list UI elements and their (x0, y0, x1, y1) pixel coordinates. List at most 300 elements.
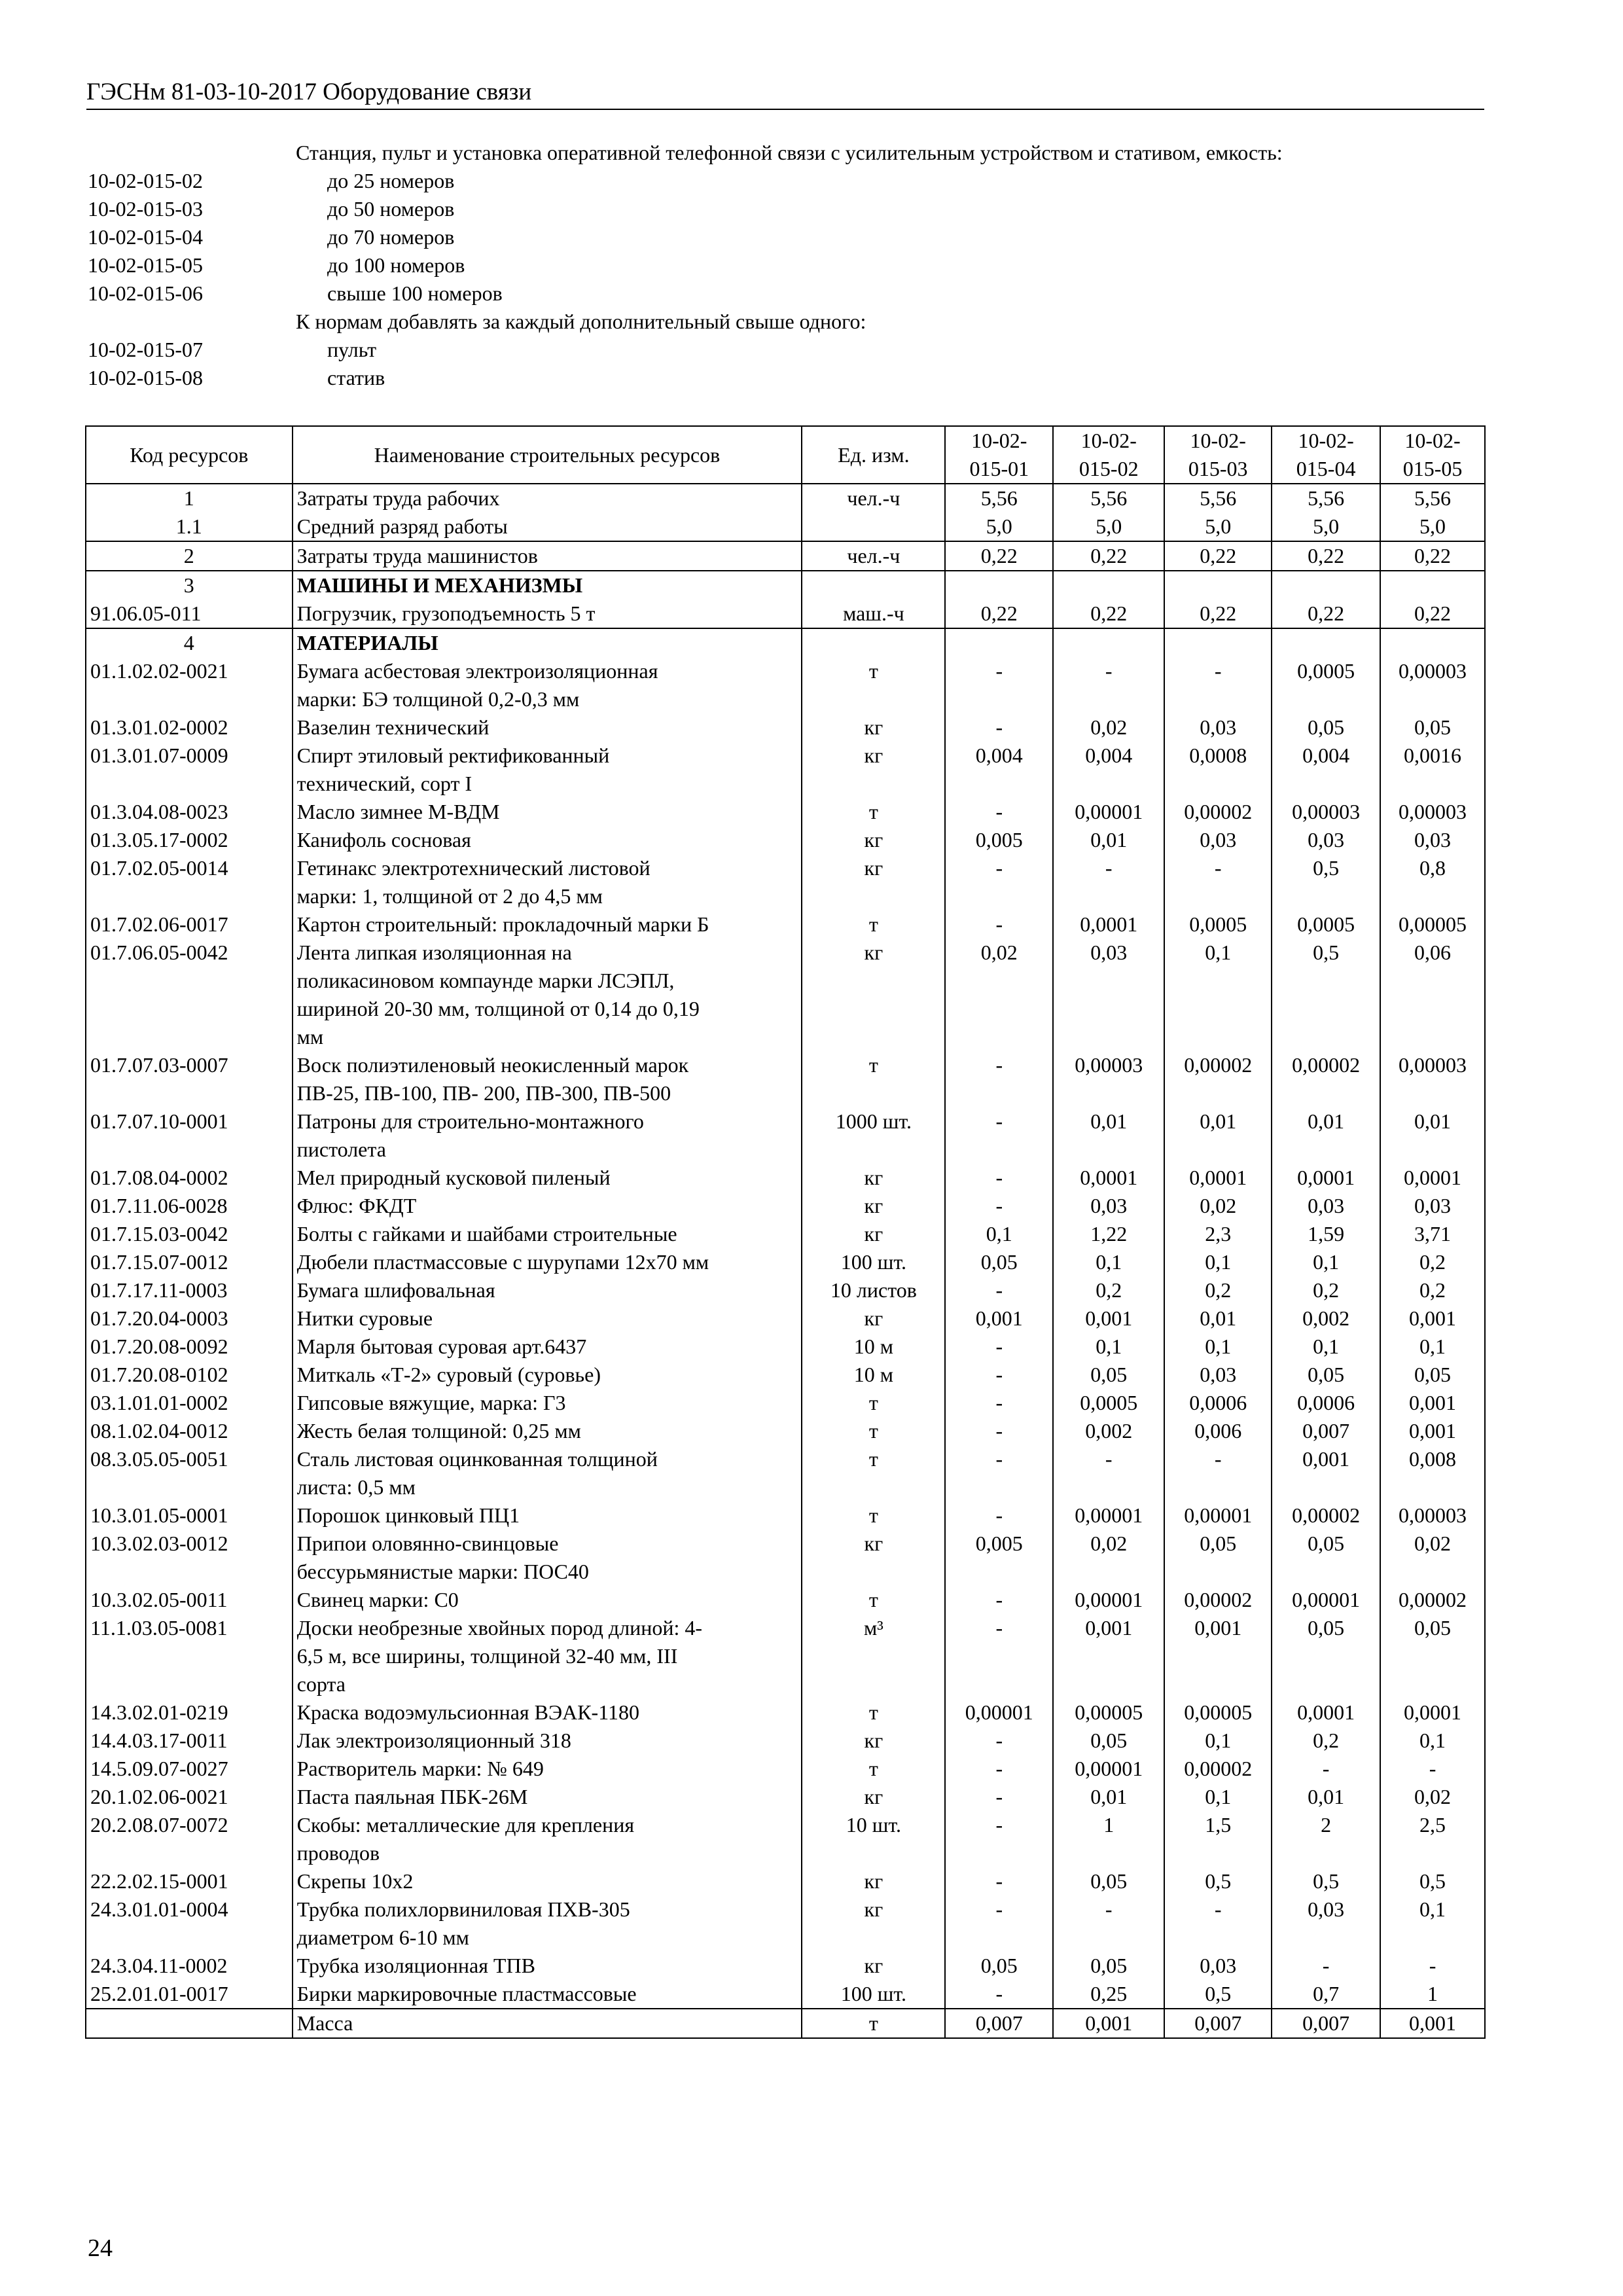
norm-value-5: 1 (1380, 1980, 1485, 2009)
table-row (86, 1051, 1485, 1107)
norm-value-2: 0,0001 (1053, 910, 1164, 939)
norm-value-1: - (945, 1276, 1053, 1304)
resource-name-line: Погрузчик, грузоподъемность 5 т (296, 601, 596, 625)
norm-name: до 100 номеров (327, 253, 465, 277)
norm-value-5: 2,5 (1380, 1811, 1485, 1867)
resource-name-line: Бумага шлифовальная (296, 1278, 495, 1302)
resource-name (293, 1980, 802, 2009)
resource-name-line: Краска водоэмульсионная ВЭАК-1180 (296, 1700, 640, 1724)
resource-code: 24.3.04.11-0002 (86, 1952, 293, 1980)
norm-value-1: - (945, 1755, 1053, 1783)
resource-name (293, 1220, 802, 1248)
norm-value-3: 0,1 (1164, 1783, 1272, 1811)
resource-name (293, 1304, 802, 1333)
table-row (86, 1783, 1485, 1811)
resource-name-line: Вазелин технический (296, 715, 490, 739)
resource-name-line: Паста паяльная ПБК-26М (296, 1785, 528, 1808)
norm-value-2: 0,00001 (1053, 798, 1164, 826)
resource-code: 10.3.01.05-0001 (86, 1501, 293, 1530)
norm-value-2 (1053, 628, 1164, 657)
norm-list-item (88, 195, 1488, 223)
table-row (86, 798, 1485, 826)
resource-name-line: Лак электроизоляционный 318 (296, 1729, 571, 1752)
column-header-code: Код ресурсов (86, 426, 293, 484)
norm-value-3: 0,00002 (1164, 798, 1272, 826)
table-row (86, 541, 1485, 571)
norm-value-3: 0,00002 (1164, 1051, 1272, 1107)
table-row (86, 939, 1485, 1051)
norm-value-2: 0,22 (1053, 600, 1164, 628)
norm-value-5: 0,0001 (1380, 1164, 1485, 1192)
norm-value-3: 0,03 (1164, 826, 1272, 854)
norm-value-5: 0,02 (1380, 1783, 1485, 1811)
norm-value-5: 0,0016 (1380, 742, 1485, 798)
norm-value-3: 0,00001 (1164, 1501, 1272, 1530)
norm-value-5: 0,1 (1380, 1333, 1485, 1361)
norm-value-5: 0,00003 (1380, 657, 1485, 713)
norm-value-3: 0,5 (1164, 1867, 1272, 1895)
norm-value-4: 0,03 (1272, 826, 1380, 854)
resource-name-line: Флюс: ФКДТ (296, 1194, 417, 1217)
resource-name (293, 1727, 802, 1755)
resource-name-line: Масло зимнее М-ВДМ (296, 800, 500, 823)
norm-description (88, 139, 1488, 392)
resource-code: 03.1.01.01-0002 (86, 1389, 293, 1417)
norm-value-3: 0,0006 (1164, 1389, 1272, 1417)
resource-name-line: поликасиновом компаунде марки ЛСЭПЛ, (296, 969, 675, 992)
norm-value-1: - (945, 854, 1053, 910)
column-header-norm-4: 10-02- 015-04 (1272, 426, 1380, 484)
resource-unit: м³ (802, 1614, 945, 1698)
norm-name: до 25 номеров (327, 169, 455, 192)
norm-value-1: 0,05 (945, 1952, 1053, 1980)
table-row (86, 1501, 1485, 1530)
column-header-norm-3: 10-02- 015-03 (1164, 426, 1272, 484)
norm-code: 10-02-015-05 (88, 253, 203, 277)
norm-value-4 (1272, 571, 1380, 600)
resource-name (293, 742, 802, 798)
norm-value-3 (1164, 628, 1272, 657)
norm-value-2: 0,004 (1053, 742, 1164, 798)
norm-value-3: - (1164, 657, 1272, 713)
resource-name-line: марки: 1, толщиной от 2 до 4,5 мм (296, 884, 603, 908)
table-row (86, 1867, 1485, 1895)
norm-value-4: 0,01 (1272, 1107, 1380, 1164)
resource-name-line: Скрепы 10х2 (296, 1869, 414, 1893)
norm-value-4: 0,00002 (1272, 1501, 1380, 1530)
resource-code: 22.2.02.15-0001 (86, 1867, 293, 1895)
norm-value-1: - (945, 1107, 1053, 1164)
norm-value-4: - (1272, 1755, 1380, 1783)
norm-value-1: - (945, 1445, 1053, 1501)
norm-value-1: 0,00001 (945, 1698, 1053, 1727)
norm-value-5: 0,1 (1380, 1895, 1485, 1952)
norm-value-3: - (1164, 1895, 1272, 1952)
norm-name: статив (327, 366, 385, 389)
norm-value-2: 0,05 (1053, 1727, 1164, 1755)
norm-value-1: 0,1 (945, 1220, 1053, 1248)
resource-unit: кг (802, 1727, 945, 1755)
norm-value-4: 0,05 (1272, 713, 1380, 742)
resource-name-line: Патроны для строительно-монтажного (296, 1109, 644, 1133)
resource-unit: кг (802, 1867, 945, 1895)
norm-code: 10-02-015-07 (88, 338, 203, 361)
resource-name (293, 1107, 802, 1164)
norm-value-1: - (945, 1051, 1053, 1107)
table-row (86, 1586, 1485, 1614)
norm-value-3: 0,00002 (1164, 1586, 1272, 1614)
norm-value-5: - (1380, 1755, 1485, 1783)
table-row (86, 1248, 1485, 1276)
norm-value-3: 0,007 (1164, 2009, 1272, 2038)
resource-name (293, 1051, 802, 1107)
norm-list-item (88, 279, 1488, 308)
norm-value-3: 0,2 (1164, 1276, 1272, 1304)
table-row (86, 657, 1485, 713)
norm-value-3: 0,0005 (1164, 910, 1272, 939)
resource-unit: т (802, 798, 945, 826)
resource-code: 14.3.02.01-0219 (86, 1698, 293, 1727)
resource-name-line: Трубка полихлорвиниловая ПХВ-305 (296, 1897, 630, 1921)
norm-value-5: 0,02 (1380, 1530, 1485, 1586)
table-row (86, 1755, 1485, 1783)
resource-name (293, 1698, 802, 1727)
norm-value-4: 0,007 (1272, 2009, 1380, 2038)
resource-name (293, 1333, 802, 1361)
norm-value-2: 1,22 (1053, 1220, 1164, 1248)
norm-value-5: 5,56 (1380, 484, 1485, 512)
resource-unit (802, 512, 945, 541)
norm-value-3: 5,56 (1164, 484, 1272, 512)
table-header-row (86, 426, 1485, 484)
table-row (86, 1164, 1485, 1192)
norm-value-1: 0,004 (945, 742, 1053, 798)
resource-name-line: Масса (296, 2011, 353, 2035)
norm-value-2: 0,2 (1053, 1276, 1164, 1304)
resource-unit: 100 шт. (802, 1248, 945, 1276)
norm-value-3: 0,1 (1164, 1248, 1272, 1276)
resource-unit: т (802, 1698, 945, 1727)
norm-value-1: - (945, 910, 1053, 939)
norm-value-3: 0,03 (1164, 1361, 1272, 1389)
norm-value-2: 0,03 (1053, 1192, 1164, 1220)
norm-value-4: 0,1 (1272, 1248, 1380, 1276)
norm-value-3: 0,5 (1164, 1980, 1272, 2009)
resource-name-line: сорта (296, 1672, 346, 1696)
norm-value-1: - (945, 1867, 1053, 1895)
norm-value-5: 0,00002 (1380, 1586, 1485, 1614)
norm-value-1: - (945, 713, 1053, 742)
norm-value-4: 5,56 (1272, 484, 1380, 512)
table-row (86, 1417, 1485, 1445)
resource-name (293, 798, 802, 826)
resource-code: 3 (86, 571, 293, 600)
resource-name-line: проводов (296, 1841, 380, 1865)
norm-name: свыше 100 номеров (327, 281, 503, 305)
resource-code: 1.1 (86, 512, 293, 541)
norm-value-5: 0,05 (1380, 1361, 1485, 1389)
resource-code: 14.5.09.07-0027 (86, 1755, 293, 1783)
resource-name-line: Затраты труда машинистов (296, 544, 538, 567)
norm-list-item (88, 167, 1488, 195)
norm-value-1: - (945, 1895, 1053, 1952)
resource-unit: кг (802, 1895, 945, 1952)
resource-code: 20.1.02.06-0021 (86, 1783, 293, 1811)
resource-code: 10.3.02.03-0012 (86, 1530, 293, 1586)
resource-unit: т (802, 1755, 945, 1783)
table-row (86, 1220, 1485, 1248)
norm-value-4: 0,0005 (1272, 657, 1380, 713)
resource-name-line: Спирт этиловый ректификованный (296, 744, 610, 767)
norm-value-2: 0,02 (1053, 713, 1164, 742)
addition-heading: К нормам добавлять за каждый дополнительный свыше одного: (296, 310, 866, 333)
page-number: 24 (88, 2234, 113, 2262)
norm-value-5: 0,8 (1380, 854, 1485, 910)
norm-value-2: 0,01 (1053, 1107, 1164, 1164)
resource-name-line: Гетинакс электротехнический листовой (296, 856, 651, 880)
norm-value-5: 5,0 (1380, 512, 1485, 541)
table-row (86, 1304, 1485, 1333)
norm-value-5: 0,5 (1380, 1867, 1485, 1895)
norm-value-1: - (945, 1192, 1053, 1220)
norm-value-3: 5,0 (1164, 512, 1272, 541)
table-row (86, 1530, 1485, 1586)
norm-value-5: - (1380, 1952, 1485, 1980)
resource-name (293, 1276, 802, 1304)
resource-name-line: МАТЕРИАЛЫ (296, 631, 438, 655)
resource-name-line: Гипсовые вяжущие, марка: Г3 (296, 1391, 566, 1414)
norm-value-5: 0,2 (1380, 1276, 1485, 1304)
table-row (86, 1192, 1485, 1220)
resource-code: 01.7.11.06-0028 (86, 1192, 293, 1220)
norm-value-3: 0,1 (1164, 1727, 1272, 1755)
norm-value-3: - (1164, 854, 1272, 910)
norm-value-5: 3,71 (1380, 1220, 1485, 1248)
norm-list-item (88, 364, 1488, 392)
resource-unit: 10 шт. (802, 1811, 945, 1867)
norm-value-4: 0,007 (1272, 1417, 1380, 1445)
norm-value-4: 5,0 (1272, 512, 1380, 541)
norm-value-5: 0,001 (1380, 1389, 1485, 1417)
resource-name (293, 1445, 802, 1501)
table-row (86, 854, 1485, 910)
norm-value-2: 0,002 (1053, 1417, 1164, 1445)
resource-code (86, 2009, 293, 2038)
norm-value-4: 2 (1272, 1811, 1380, 1867)
norm-value-5: 0,0001 (1380, 1698, 1485, 1727)
resource-name (293, 939, 802, 1051)
table-row (86, 826, 1485, 854)
resource-code: 91.06.05-011 (86, 600, 293, 628)
norm-value-3: 0,05 (1164, 1530, 1272, 1586)
resource-unit: т (802, 910, 945, 939)
norm-value-5: 0,05 (1380, 1614, 1485, 1698)
norm-name: до 70 номеров (327, 225, 455, 249)
norm-value-1 (945, 628, 1053, 657)
norm-value-2: 0,01 (1053, 826, 1164, 854)
norm-value-2: 0,1 (1053, 1248, 1164, 1276)
norm-value-1: - (945, 1389, 1053, 1417)
norm-value-1: 0,02 (945, 939, 1053, 1051)
table-row (86, 1727, 1485, 1755)
column-header-norm-5: 10-02- 015-05 (1380, 426, 1485, 484)
norm-value-2: 0,00001 (1053, 1501, 1164, 1530)
norm-name: до 50 номеров (327, 197, 455, 221)
resource-name (293, 1248, 802, 1276)
resource-unit: т (802, 1586, 945, 1614)
norm-value-2: - (1053, 1445, 1164, 1501)
resource-name-line: Затраты труда рабочих (296, 486, 500, 510)
norm-value-4: 0,2 (1272, 1727, 1380, 1755)
resource-name (293, 1361, 802, 1389)
resource-name (293, 1895, 802, 1952)
resource-name-line: Мел природный кусковой пиленый (296, 1166, 611, 1189)
resource-unit: кг (802, 826, 945, 854)
resource-name-line: Сталь листовая оцинкованная толщиной (296, 1447, 658, 1471)
resource-code: 01.3.04.08-0023 (86, 798, 293, 826)
resource-name-line: листа: 0,5 мм (296, 1475, 416, 1499)
resource-name (293, 1867, 802, 1895)
resource-norms-table (85, 425, 1486, 2039)
norm-value-5: 0,06 (1380, 939, 1485, 1051)
resource-name (293, 628, 802, 657)
norm-value-4: 0,5 (1272, 1867, 1380, 1895)
resource-unit: 100 шт. (802, 1980, 945, 2009)
table-row (86, 512, 1485, 541)
resource-name-line: мм (296, 1025, 324, 1049)
resource-code: 01.7.17.11-0003 (86, 1276, 293, 1304)
norm-value-4: 0,002 (1272, 1304, 1380, 1333)
norm-code: 10-02-015-04 (88, 225, 203, 249)
resource-name-line: диаметром 6-10 мм (296, 1926, 469, 1949)
norm-value-4: 0,001 (1272, 1445, 1380, 1501)
norm-value-2: 0,01 (1053, 1783, 1164, 1811)
resource-code: 01.7.15.03-0042 (86, 1220, 293, 1248)
resource-name-line: Лента липкая изоляционная на (296, 941, 572, 964)
resource-unit: 10 листов (802, 1276, 945, 1304)
norm-value-2: 0,001 (1053, 1304, 1164, 1333)
resource-code: 25.2.01.01-0017 (86, 1980, 293, 2009)
resource-unit: кг (802, 742, 945, 798)
resource-name (293, 571, 802, 600)
norm-value-5: 0,2 (1380, 1248, 1485, 1276)
description-heading-line (88, 139, 1488, 167)
norm-value-2: 0,00001 (1053, 1755, 1164, 1783)
norm-value-5: 0,22 (1380, 600, 1485, 628)
norm-value-2: 0,0001 (1053, 1164, 1164, 1192)
norm-code: 10-02-015-06 (88, 281, 203, 305)
resource-code: 01.7.06.05-0042 (86, 939, 293, 1051)
norm-value-5: 0,001 (1380, 1417, 1485, 1445)
norm-value-4: 0,05 (1272, 1361, 1380, 1389)
norm-value-2: 0,05 (1053, 1867, 1164, 1895)
norm-value-3: 0,0001 (1164, 1164, 1272, 1192)
table-row (86, 742, 1485, 798)
resource-unit: кг (802, 939, 945, 1051)
resource-code: 08.3.05.05-0051 (86, 1445, 293, 1501)
resource-name (293, 1586, 802, 1614)
norm-value-4: 0,05 (1272, 1530, 1380, 1586)
norm-value-3: 0,02 (1164, 1192, 1272, 1220)
table-row (86, 1361, 1485, 1389)
resource-unit: кг (802, 1164, 945, 1192)
norm-value-3: 0,01 (1164, 1107, 1272, 1164)
norm-value-3: 0,1 (1164, 1333, 1272, 1361)
resource-code: 08.1.02.04-0012 (86, 1417, 293, 1445)
resource-unit: кг (802, 1952, 945, 1980)
resource-unit: чел.-ч (802, 541, 945, 571)
norm-value-3: 0,03 (1164, 713, 1272, 742)
norm-list-item (88, 251, 1488, 279)
norm-value-2: 0,1 (1053, 1333, 1164, 1361)
table-row (86, 600, 1485, 628)
norm-value-3: 0,1 (1164, 939, 1272, 1051)
norm-list-item (88, 223, 1488, 251)
norm-value-5: 0,00005 (1380, 910, 1485, 939)
norm-value-1: - (945, 1361, 1053, 1389)
norm-value-4: 0,2 (1272, 1276, 1380, 1304)
resource-unit: маш.-ч (802, 600, 945, 628)
table-row (86, 1333, 1485, 1361)
resource-unit: кг (802, 1783, 945, 1811)
resource-code: 2 (86, 541, 293, 571)
table-row (86, 1980, 1485, 2009)
norm-value-5: 0,00003 (1380, 1501, 1485, 1530)
norm-value-1: 5,0 (945, 512, 1053, 541)
norm-value-1: - (945, 1586, 1053, 1614)
resource-code: 01.7.07.03-0007 (86, 1051, 293, 1107)
norm-value-4: 0,0001 (1272, 1698, 1380, 1727)
norm-value-5: 0,001 (1380, 1304, 1485, 1333)
norm-value-2: - (1053, 657, 1164, 713)
resource-name (293, 1192, 802, 1220)
norm-value-1: 0,001 (945, 1304, 1053, 1333)
norm-value-4: 0,03 (1272, 1192, 1380, 1220)
resource-name-line: Свинец марки: С0 (296, 1588, 459, 1611)
norm-value-1: - (945, 1727, 1053, 1755)
resource-name-line: Болты с гайками и шайбами строительные (296, 1222, 677, 1246)
resource-code: 01.1.02.02-0021 (86, 657, 293, 713)
resource-code: 1 (86, 484, 293, 512)
norm-value-1: - (945, 1614, 1053, 1698)
resource-name-line: Жесть белая толщиной: 0,25 мм (296, 1419, 581, 1443)
norm-value-5: 0,00003 (1380, 798, 1485, 826)
resource-code: 01.7.02.05-0014 (86, 854, 293, 910)
norm-value-3: 0,001 (1164, 1614, 1272, 1698)
norm-value-5: 0,01 (1380, 1107, 1485, 1164)
norm-value-5 (1380, 571, 1485, 600)
norm-value-5: 0,05 (1380, 713, 1485, 742)
resource-name-line: Порошок цинковый ПЦ1 (296, 1503, 520, 1527)
resource-unit: т (802, 1389, 945, 1417)
table-row (86, 1445, 1485, 1501)
norm-value-4: 0,0006 (1272, 1389, 1380, 1417)
resource-name-line: пистолета (296, 1138, 386, 1161)
resource-code: 01.7.08.04-0002 (86, 1164, 293, 1192)
resource-name (293, 1501, 802, 1530)
resource-code: 01.7.20.08-0102 (86, 1361, 293, 1389)
resource-name-line: Марля бытовая суровая арт.6437 (296, 1335, 587, 1358)
norm-list-item (88, 336, 1488, 364)
resource-name (293, 1530, 802, 1586)
norm-value-4: 0,05 (1272, 1614, 1380, 1698)
norm-value-2: 5,0 (1053, 512, 1164, 541)
resource-name-line: Средний разряд работы (296, 514, 508, 538)
norm-code: 10-02-015-03 (88, 197, 203, 221)
resource-code: 24.3.01.01-0004 (86, 1895, 293, 1952)
norm-value-4: 0,00003 (1272, 798, 1380, 826)
resource-unit: кг (802, 1192, 945, 1220)
